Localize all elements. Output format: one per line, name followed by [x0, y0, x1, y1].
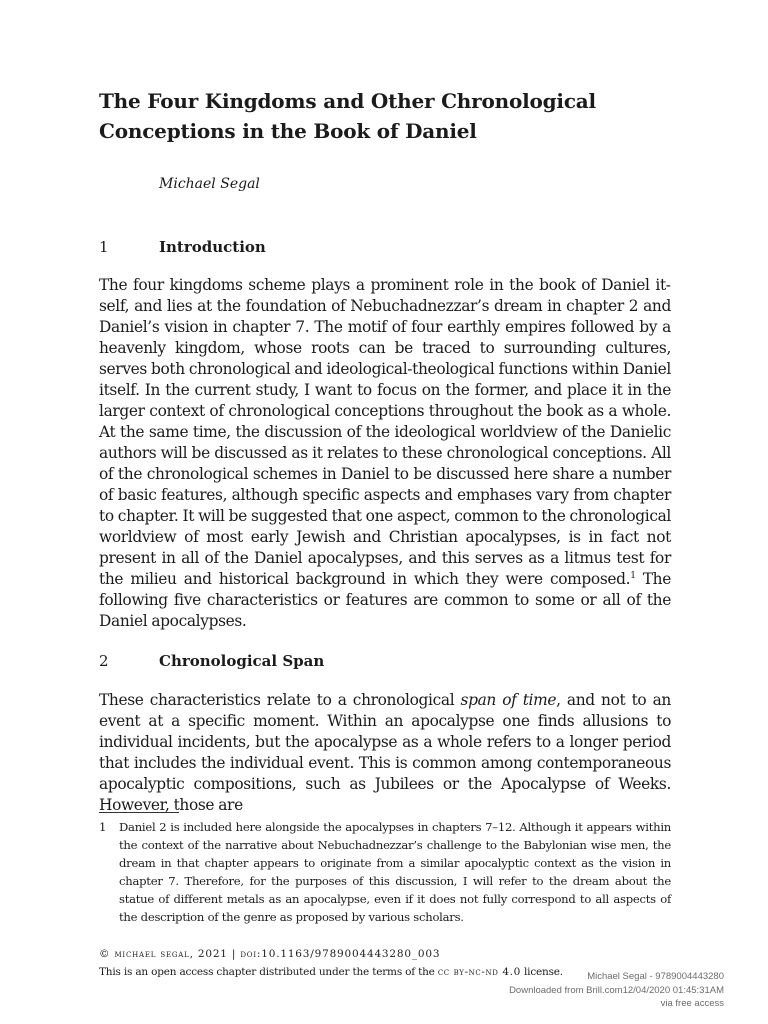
license-name-link[interactable]: cc by-nc-nd 4.0	[437, 966, 521, 978]
watermark-line-1: Michael Segal - 9789004443280	[587, 971, 724, 982]
chronological-span-paragraph	[99, 690, 671, 816]
section-number: 2	[99, 652, 109, 670]
footnote-divider	[99, 812, 179, 813]
paragraph-text: , and not to an event at a specific moment. Within an apocalypse one finds allusions to individual incidents, but the apocalypse as a whole refers to a longer period that includes the individual event. This is common among contemporaneous apocalyptic compositions, such as Jubilees or the Apocalypse of Weeks. However, those are	[99, 691, 671, 814]
chapter-title-line-1: The Four Kingdoms and Other Chronological	[99, 89, 596, 113]
section-heading-chronological-span	[99, 652, 324, 670]
chapter-title	[99, 86, 659, 146]
chapter-title-line-2: Conceptions in the Book of Daniel	[99, 119, 477, 143]
section-heading-introduction	[99, 238, 266, 256]
paragraph-text: These characteristics relate to a chronological	[99, 691, 461, 709]
download-watermark	[509, 970, 724, 1011]
footnote-text: Daniel 2 is included here alongside the apocalypses in chapters 7–12. Although it appears within the context of the narrative about Nebuchadnezzar’s challenge to the Babylonian wise men, the dream in that chapter appears to originate from a similar apocalyptic context as the vision in chapter 7. Therefore, for the purposes of this discussion, I will refer to the dream about the statue of different metals as an apocalypse, even if it does not fully correspond to all aspects of the description of the genre as proposed by various scholars.	[119, 820, 671, 924]
paragraph-text: The four kingdoms scheme plays a prominent role in the book of Daniel itself, and lies at the foundation of Nebuchadnezzar’s dream in chapter 2 and Daniel’s vision in chapter 7. The motif of four earthly empires followed by a heavenly kingdom, whose roots can be traced to surrounding cultures, serves both chronological and ideological-theological functions within Daniel itself. In the current study, I want to focus on the former, and place it in the larger context of chronological conceptions throughout the book as a whole. At the same time, the discussion of the ideological worldview of the Danielic authors will be discussed as it relates to these chronological conceptions. All of the chronological schemes in Daniel to be discussed here share a number of basic features, although specific aspects and emphases vary from chapter to chapter. It will be suggested that one aspect, common to the chronological worldview of most early Jewish and Christian apocalypses, is in fact not present in all of the Daniel apocalypses, and this serves as a litmus test for the milieu and historical background in which they were composed.	[99, 276, 671, 588]
watermark-line-2: Downloaded from Brill.com12/04/2020 01:45:31AM	[509, 984, 724, 996]
footnote-number: 1	[99, 820, 107, 834]
section-title: Chronological Span	[159, 652, 325, 670]
introduction-paragraph	[99, 275, 671, 632]
license-suffix: license.	[520, 966, 563, 978]
emphasized-text: span of time	[460, 691, 557, 709]
footnote-1	[99, 818, 671, 926]
copyright-line: © michael segal, 2021 | doi:10.1163/9789004443280_003	[99, 948, 441, 960]
license-line	[99, 966, 563, 978]
section-number: 1	[99, 238, 109, 256]
section-title: Introduction	[159, 238, 266, 256]
watermark-line-3: via free access	[660, 998, 724, 1009]
paragraph-text: The following five characteristics or features are common to some or all of the Daniel apocalypses.	[99, 570, 672, 630]
author-name: Michael Segal	[159, 176, 260, 192]
license-prefix: This is an open access chapter distributed under the terms of the	[99, 966, 438, 978]
footnote-reference[interactable]: 1	[630, 570, 636, 581]
